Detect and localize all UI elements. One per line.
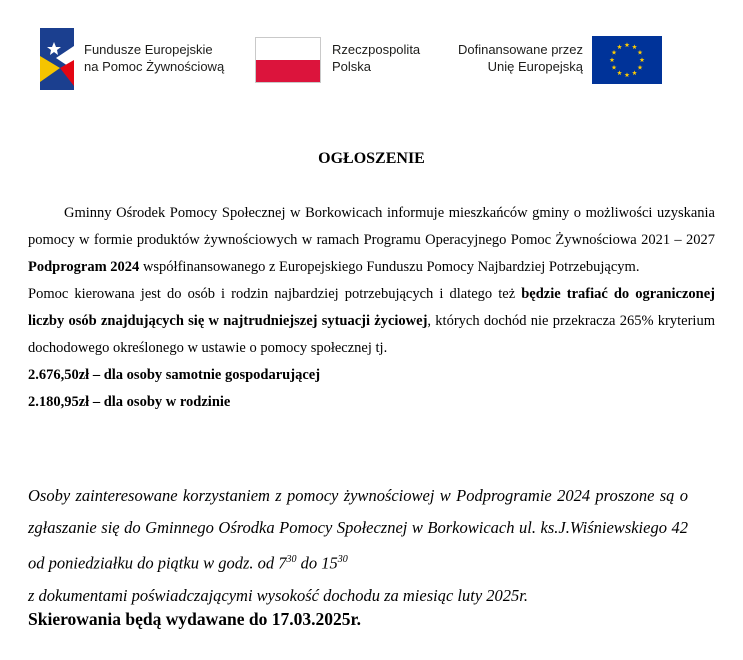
eu-flag-icon — [592, 36, 662, 84]
paragraph-eligibility — [28, 281, 715, 362]
poland-line1: Rzeczpospolita — [332, 42, 421, 57]
eu-cofinanced-line2: Unię Europejską — [487, 59, 583, 74]
paragraph-intro — [28, 200, 715, 281]
income-limit-family: 2.180,95zł – dla osoby w rodzinie — [28, 394, 231, 410]
poland-flag-icon — [255, 37, 321, 83]
page-title: OGŁOSZENIE — [318, 150, 425, 167]
time-to-minutes: 30 — [337, 554, 348, 565]
poland-label — [332, 41, 442, 75]
eu-funds-label — [84, 41, 254, 75]
announcement-body — [28, 200, 715, 416]
eu-cofinanced-label — [443, 41, 583, 75]
income-limit-single: 2.676,50zł – dla osoby samotnie gospodarującej — [28, 367, 321, 383]
intro-text-end: współfinansowanego z Europejskiego Funduszu Pomocy Najbardziej Potrzebującym. — [139, 259, 640, 275]
eligibility-text-end: , których dochód nie przekracza 265% kryterium dochodowego określonego w ustawie o pomocy społecznej tj. — [28, 313, 715, 356]
intro-text: Gminny Ośrodek Pomocy Społecznej w Borkowicach informuje mieszkańców gminy o możliwości uzyskania pomocy w formie produktów żywnościowych w ramach Programu Operacyjnego Pomoc Żywnościowa 2021 – 2027 — [28, 205, 715, 248]
eu-funds-logo-icon — [40, 28, 74, 90]
documents-text: z dokumentami poświadczającymi wysokość dochodu za miesiąc luty 2025r. — [28, 585, 528, 605]
eligibility-text: Pomoc kierowana jest do osób i rodzin najbardziej potrzebujących i dlatego też — [28, 286, 522, 302]
eligibility-bold: będzie trafiać do ograniczonej liczby osób znajdujących się w najtrudniejszej sytuacji życiowej — [28, 286, 715, 329]
application-info — [28, 480, 688, 612]
poland-line2: Polska — [332, 59, 372, 74]
referral-deadline: Skierowania będą wydawane do 17.03.2025r. — [28, 609, 362, 629]
eu-funds-line1: Fundusze Europejskie — [84, 42, 213, 57]
header-logos — [0, 0, 743, 100]
time-from-minutes: 30 — [286, 554, 297, 565]
intro-bold: Podprogram 2024 — [28, 259, 140, 275]
application-text: Osoby zainteresowane korzystaniem z pomocy żywnościowej w Podprogramie 2024 proszone są o zgłaszanie się do Gminnego Ośrodka Pomocy Społecznej w Borkowicach ul. ks.J.Wiśniewskiego 42 od poniedziałku do piątku w godz. od $7^{30}$ do $15^{30}$ — [28, 486, 688, 573]
eu-funds-line2: na Pomoc Żywnościową — [84, 59, 225, 74]
eu-cofinanced-line1: Dofinansowane przez — [457, 42, 583, 57]
